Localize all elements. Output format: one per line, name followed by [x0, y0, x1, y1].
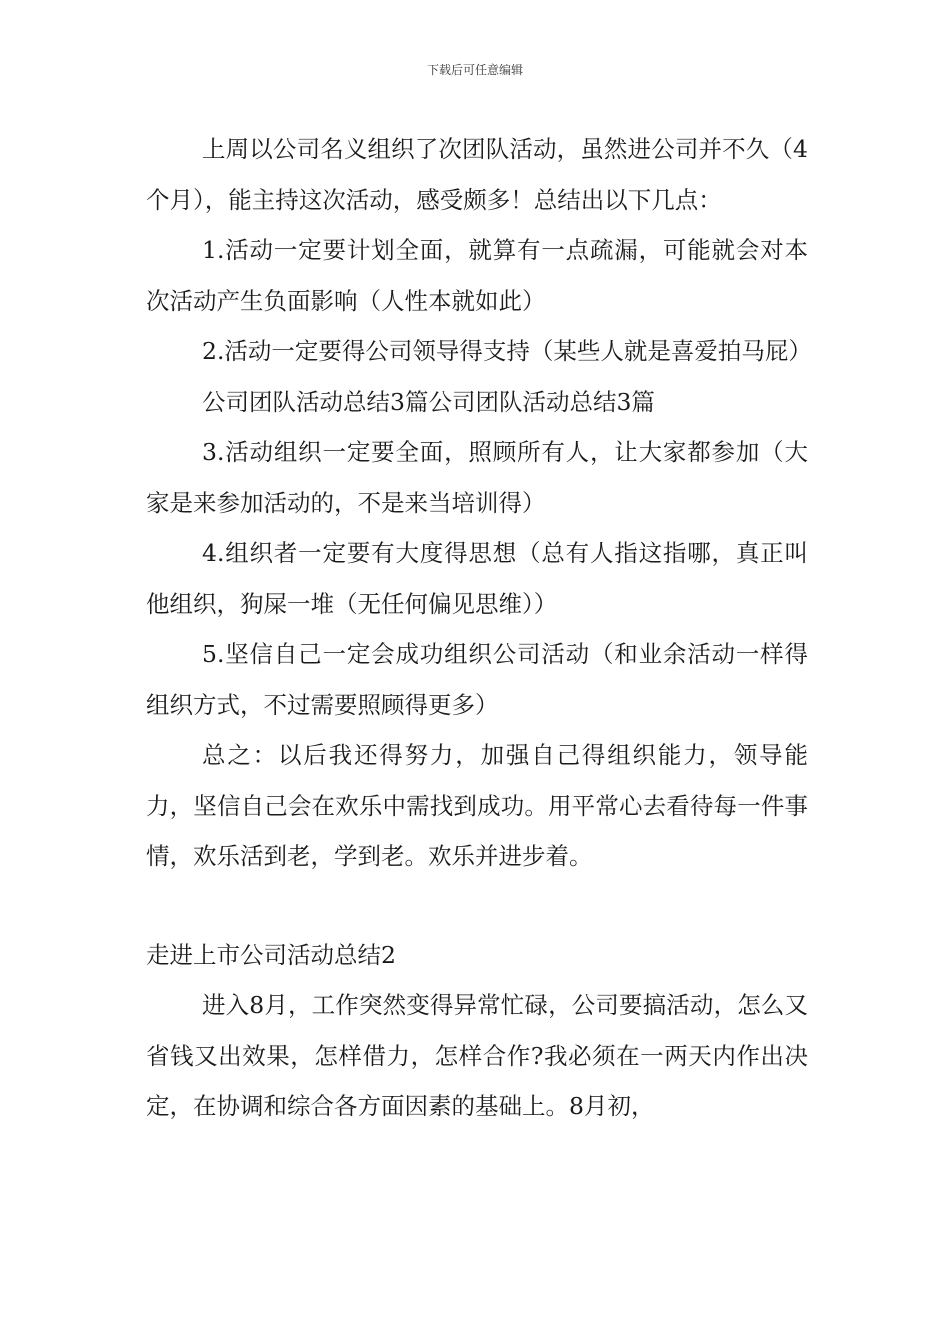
- paragraph-section-2: 进入8月，工作突然变得异常忙碌，公司要搞活动，怎么又省钱又出效果，怎样借力，怎样合作?我必须在一两天内作出决定，在协调和综合各方面因素的基础上。8月初，: [146, 991, 808, 1120]
- paragraph-summary: 总之：以后我还得努力，加强自己得组织能力，领导能力，坚信自己会在欢乐中需找到成功。用平常心去看待每一件事情，欢乐活到老，学到老。欢乐并进步着。: [146, 741, 808, 870]
- document-body: [146, 124, 812, 1132]
- paragraph-title-line: 公司团队活动总结3篇公司团队活动总结3篇: [202, 387, 655, 416]
- paragraph-point-2: 2.活动一定要得公司领导得支持（某些人就是喜爱拍马屁）: [202, 337, 812, 365]
- paragraph-point-5: 5.坚信自己一定会成功组织公司活动（和业余活动一样得组织方式，不过需要照顾得更多）: [146, 640, 808, 719]
- paragraph-point-4: 4.组织者一定要有大度得思想（总有人指这指哪，真正叫他组织，狗屎一堆（无任何偏见思维））: [146, 539, 808, 618]
- page-header: 下载后可任意编辑: [426, 63, 523, 77]
- paragraph-point-3: 3.活动组织一定要全面，照顾所有人，让大家都参加（大家是来参加活动的，不是来当培训得）: [146, 438, 808, 517]
- paragraph-intro: 上周以公司名义组织了次团队活动，虽然进公司并不久（4个月），能主持这次活动，感受颇多！总结出以下几点：: [146, 135, 808, 214]
- section-heading: 走进上市公司活动总结2: [146, 940, 396, 969]
- paragraph-point-1: 1.活动一定要计划全面，就算有一点疏漏，可能就会对本次活动产生负面影响（人性本就如此）: [146, 236, 808, 315]
